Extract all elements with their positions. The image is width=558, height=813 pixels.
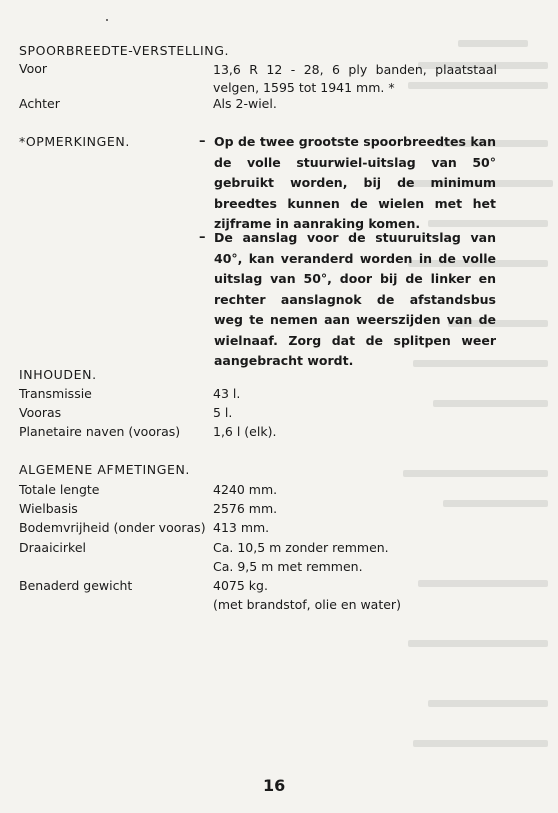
page-number: 16 [263, 776, 286, 795]
afmeting-label: Draaicirkel [19, 540, 86, 555]
note-dash-1: – [199, 134, 206, 149]
inhoud-label: Planetaire naven (vooras) [19, 424, 181, 439]
section-heading-inhouden: INHOUDEN. [19, 367, 97, 382]
afmeting-value: Ca. 10,5 m zonder remmen. [213, 540, 389, 555]
voor-value: 13,6 R 12 - 28, 6 ply banden, plaatstaal velgen, 1595 tot 1941 mm. * [213, 62, 497, 95]
inhoud-label: Vooras [19, 405, 62, 420]
afmeting-value: 4240 mm. [213, 482, 278, 497]
afmeting-label: Benaderd gewicht [19, 578, 133, 593]
inhoud-value: 1,6 l (elk). [213, 424, 277, 439]
inhoud-value: 43 l. [213, 386, 241, 401]
note-2: De aanslag voor de stuuruitslag van 40°, kan veranderd worden in de volle uitslag van 50°, door bij de linker en rechter aanslagnok de afstandsbus weg te nemen aan weerszijden van de wielnaaf. Zorg dat de splitpen weer aangebracht wordt. [214, 230, 496, 368]
section-heading-spoorbreedte: SPOORBREEDTE-VERSTELLING. [19, 43, 230, 58]
afmeting-value: 413 mm. [213, 520, 270, 535]
voor-label: Voor [19, 61, 48, 76]
afmeting-value: 2576 mm. [213, 501, 278, 516]
afmeting-label: Totale lengte [19, 482, 100, 497]
paper-speck [106, 19, 108, 21]
section-heading-opmerkingen: *OPMERKINGEN. [19, 134, 130, 149]
inhoud-value: 5 l. [213, 405, 233, 420]
section-heading-afmetingen: ALGEMENE AFMETINGEN. [19, 462, 191, 477]
inhoud-label: Transmissie [19, 386, 92, 401]
afmeting-label: Bodemvrijheid (onder vooras) [19, 520, 206, 535]
afmeting-value: 4075 kg. [213, 578, 268, 593]
afmeting-value: (met brandstof, olie en water) [213, 597, 401, 612]
afmeting-label: Wielbasis [19, 501, 78, 516]
note-1: Op de twee grootste spoorbreedtes kan de volle stuurwiel-uitslag van 50° gebruikt worden, bij de minimum breedtes kunnen de wielen met het zijframe in aanraking komen. [214, 134, 496, 231]
afmeting-value: Ca. 9,5 m met remmen. [213, 559, 363, 574]
achter-label: Achter [19, 96, 60, 111]
note-dash-2: – [199, 230, 206, 245]
achter-value: Als 2-wiel. [213, 96, 277, 111]
